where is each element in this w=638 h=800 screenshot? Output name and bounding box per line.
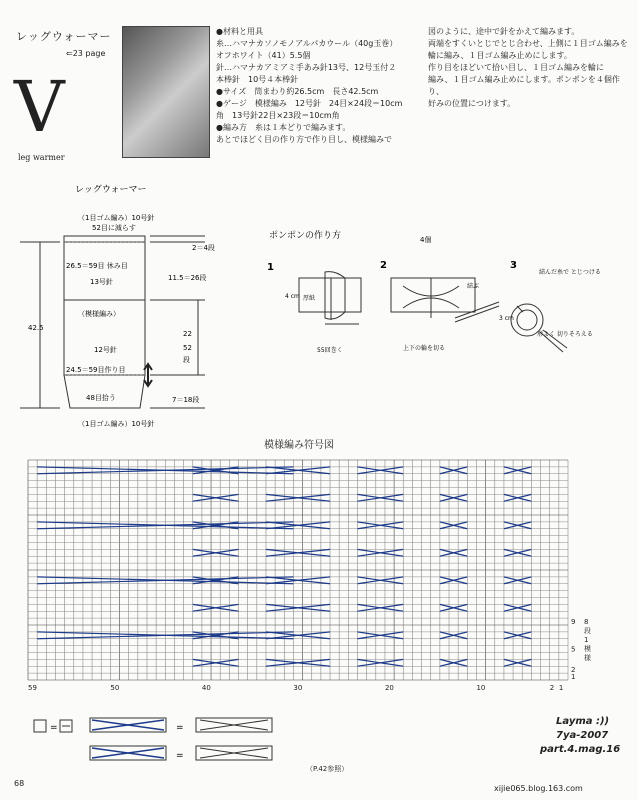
symbol-legend [34,712,294,772]
label-top-rib: （1目ゴム編み）10号針 [78,214,155,222]
chart-x-label: 30 [293,684,303,692]
credit-line-1: Layma :)) [556,716,610,727]
instructions-line: 編み、１目ゴム編み止めにします。ポンポンを４個作り、 [428,75,620,96]
chart-x-label: 1 [558,684,564,692]
label-cast-on: 24.5＝59目作り目 [66,366,126,374]
label-cardboard: 厚紙 [303,295,316,302]
materials-line: 針…ハマナカアミアミ手あみ針13号、12号玉付２ [216,63,397,72]
instructions-line: 好みの位置につけます。 [428,99,516,108]
label-pickup: 48目拾う [86,394,116,402]
svg-text:=: = [176,723,184,733]
credit-line-2: 7ya-2007 [556,730,609,741]
instructions-line: 輪に編み、１目ゴム編み止めにします。 [428,51,572,60]
label-tie: 結ぶ [467,283,480,290]
dim-22: 22 [183,330,192,338]
chart-x-label: 59 [28,684,37,692]
chart-x-label: 20 [384,684,394,692]
dim-mid: 11.5＝26段 [168,274,207,282]
label-trim: 形よく 切りそろえる [537,331,593,338]
stitch-chart [28,460,588,695]
page-number: 68 [14,779,25,788]
materials-list [216,26,416,146]
materials-line: 本棒針 10号４本棒針 [216,75,299,84]
label-cut: 上下の輪を切る [403,345,446,352]
chart-x-label: 50 [110,684,120,692]
step-2-number: 2 [380,260,387,271]
instructions-line: 作り目をほどいて拾い目し、１目ゴム編みを輪に [428,63,604,72]
pompom-count: 4個 [420,236,432,244]
schematic-title: レッグウォーマー [75,185,147,195]
label-tie-end: 結んだ糸で とじつける [539,269,601,276]
dim-52: 52 [183,344,192,352]
label-stitches-top: 26.5＝59目 休み目 [66,262,128,270]
chart-x-label: 10 [476,684,486,692]
chart-y-label: 5 [571,645,576,654]
label-wraps: 55回巻く [317,347,343,354]
chart-y-label: 1 [571,673,576,681]
pattern-subtitle: leg warmer [18,153,65,162]
pompom-title: ポンポンの作り方 [269,231,342,241]
label-needle-13: 13号針 [90,278,113,286]
label-pattern: （模様編み） [78,310,120,318]
chart-y-label: 9 [571,618,576,626]
instructions-line: 図のように、途中で針をかえて編みます。 [428,27,580,36]
svg-text:=: = [176,751,184,761]
dim-total: 42.5 [28,324,44,332]
materials-line: 角 13号針22目×23段＝10cm角 [216,111,340,120]
label-dia: 3 cm [499,315,514,322]
pattern-letter: V [14,66,65,148]
schematic-diagram [0,180,250,440]
step-3-number: 3 [510,260,517,271]
label-width: 4 cm [285,293,300,300]
chart-y-label: 2 [571,666,576,675]
legend-reference: （P.42参照） [306,765,349,773]
materials-line: ●サイズ 筒まわり約26.5cm 長さ42.5cm [216,87,379,96]
svg-text:=: = [50,723,58,733]
credit-line-3: part.4.mag.16 [540,744,621,755]
chart-x-label: 2 [549,684,555,692]
page-reference: ⇐23 page [66,49,106,58]
materials-line: ●材料と用具 [216,27,263,36]
label-top-decrease: 52目に減らす [92,224,136,232]
source-url: xijie065.blog.163.com [494,784,583,793]
dim-bottom: 7＝18段 [172,396,200,404]
pompom-diagram [255,222,601,362]
chart-x-label: 40 [201,684,211,692]
materials-line: ●ゲージ 模様編み 12号針 24目×24段＝10cm [216,99,403,108]
materials-line: オフホワイト（41）5.5個 [216,51,311,60]
materials-line: あとでほどく目の作り方で作り目し、模様編みで [216,135,392,144]
label-needle-12: 12号針 [94,346,117,354]
leg-warmer-photo [122,26,210,158]
dim-dan: 段 [183,356,190,364]
pattern-title: レッグウォーマー [16,30,112,43]
materials-line: 糸…ハマナカソノモノアルパカウール（40g玉巻） [216,39,398,48]
repeat-note: 8段1模様 [584,618,591,662]
instructions-text [428,26,628,110]
step-1-number: 1 [267,262,274,273]
materials-line: ●編み方 糸は１本どりで編みます。 [216,123,351,132]
stitch-chart-title: 模様編み符号図 [264,440,334,451]
label-bottom-rib: （1目ゴム編み）10号針 [78,420,155,428]
dim-rows-top: 2＝4段 [192,244,215,252]
instructions-line: 両端をすくいとじでとじ合わせ、上側に１目ゴム編みを [428,39,628,48]
